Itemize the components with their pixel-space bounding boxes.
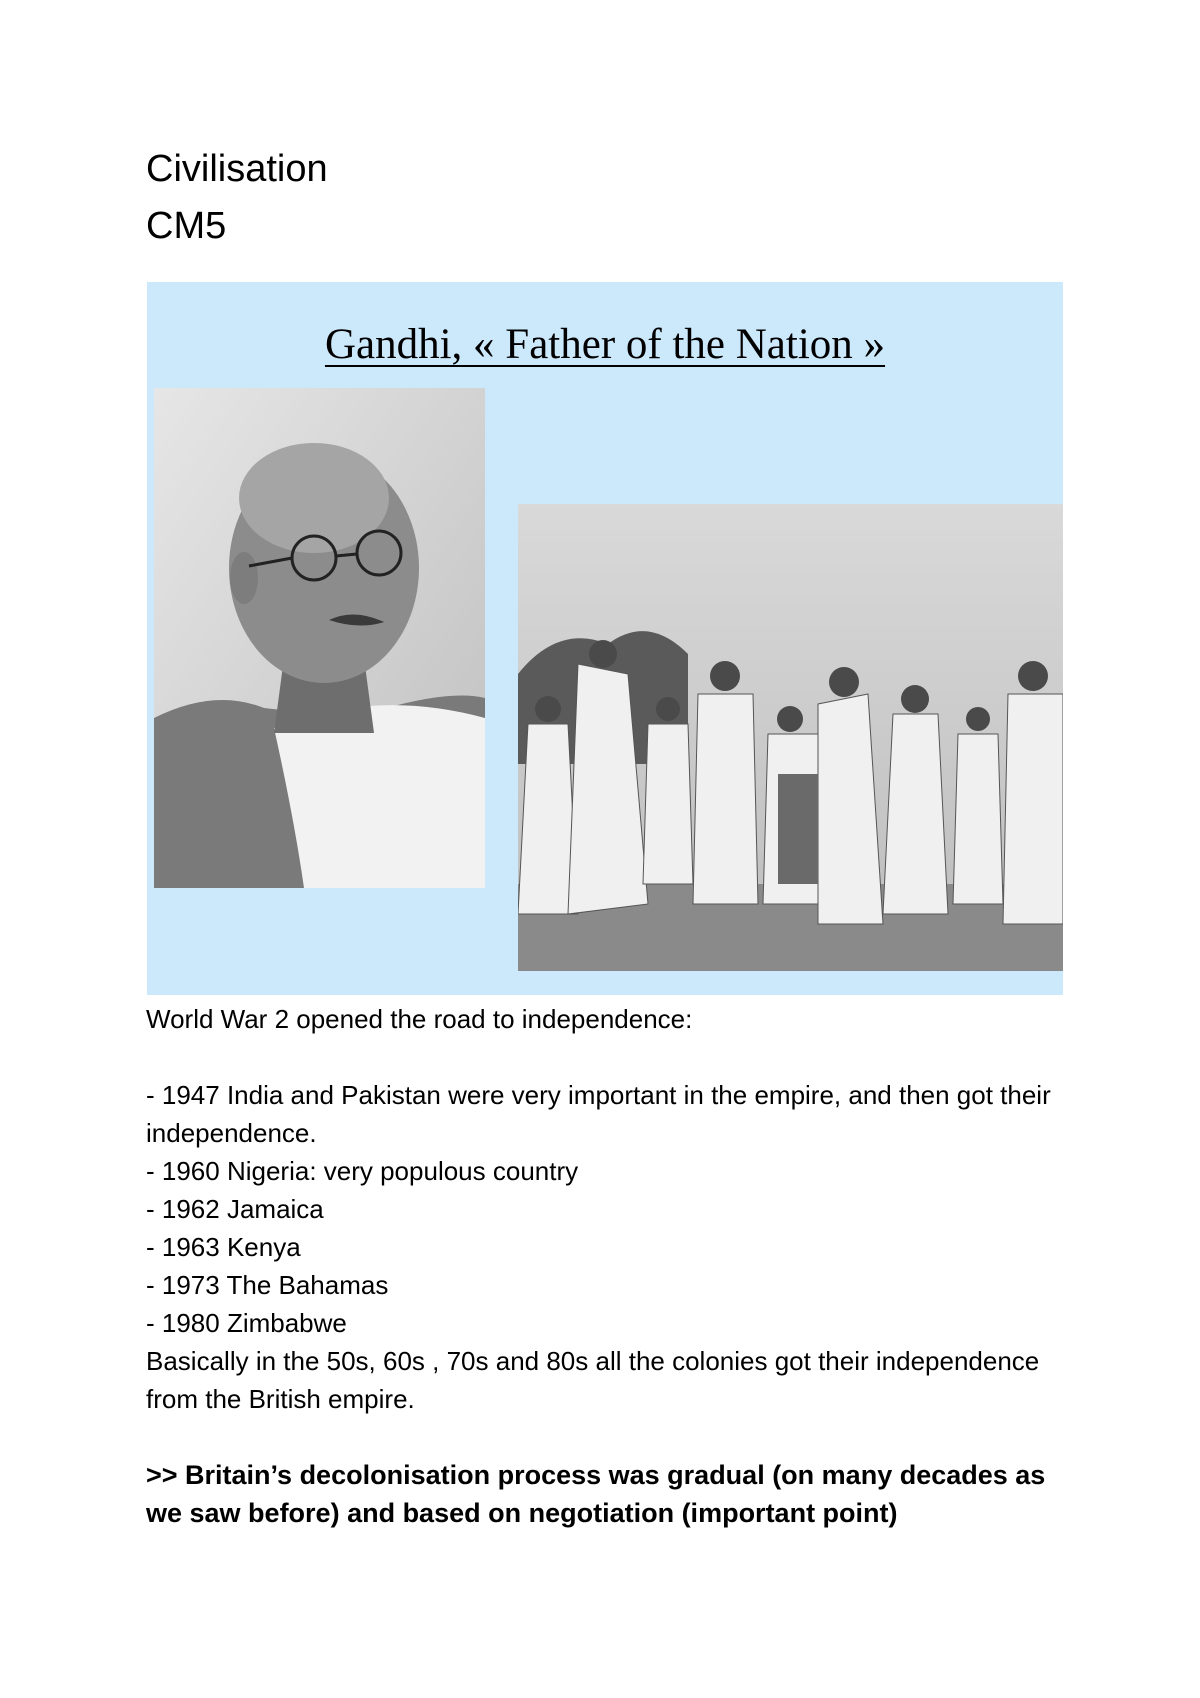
slide-title: Gandhi, « Father of the Nation » [324, 321, 886, 368]
paragraph-spacer [146, 1418, 1076, 1456]
body-text [146, 1000, 1076, 1532]
gandhi-portrait-photo [154, 388, 485, 888]
list-item: - 1962 Jamaica [146, 1194, 324, 1224]
intro-paragraph: World War 2 opened the road to independence: [146, 1004, 693, 1034]
document-title: Civilisation [146, 148, 328, 190]
list-item: - 1973 The Bahamas [146, 1270, 389, 1300]
slide-image [147, 282, 1063, 995]
list-item: - 1960 Nigeria: very populous country [146, 1156, 579, 1186]
march-photo-graphic [518, 504, 1063, 971]
list-item: - 1963 Kenya [146, 1232, 301, 1262]
portrait-photo-graphic [154, 388, 485, 888]
list-item: - 1980 Zimbabwe [146, 1308, 347, 1338]
salt-march-photo [518, 504, 1063, 971]
document-subtitle: CM5 [146, 205, 227, 247]
conclusion-paragraph: >> Britain’s decolonisation process was gradual (on many decades as we saw before) and based on negotiation (important point) [146, 1460, 1046, 1528]
list-item: - 1947 India and Pakistan were very important in the empire, and then got their independence. [146, 1080, 1051, 1148]
paragraph-spacer [146, 1038, 1076, 1076]
summary-paragraph: Basically in the 50s, 60s , 70s and 80s all the colonies got their independence from the British empire. [146, 1346, 1040, 1414]
